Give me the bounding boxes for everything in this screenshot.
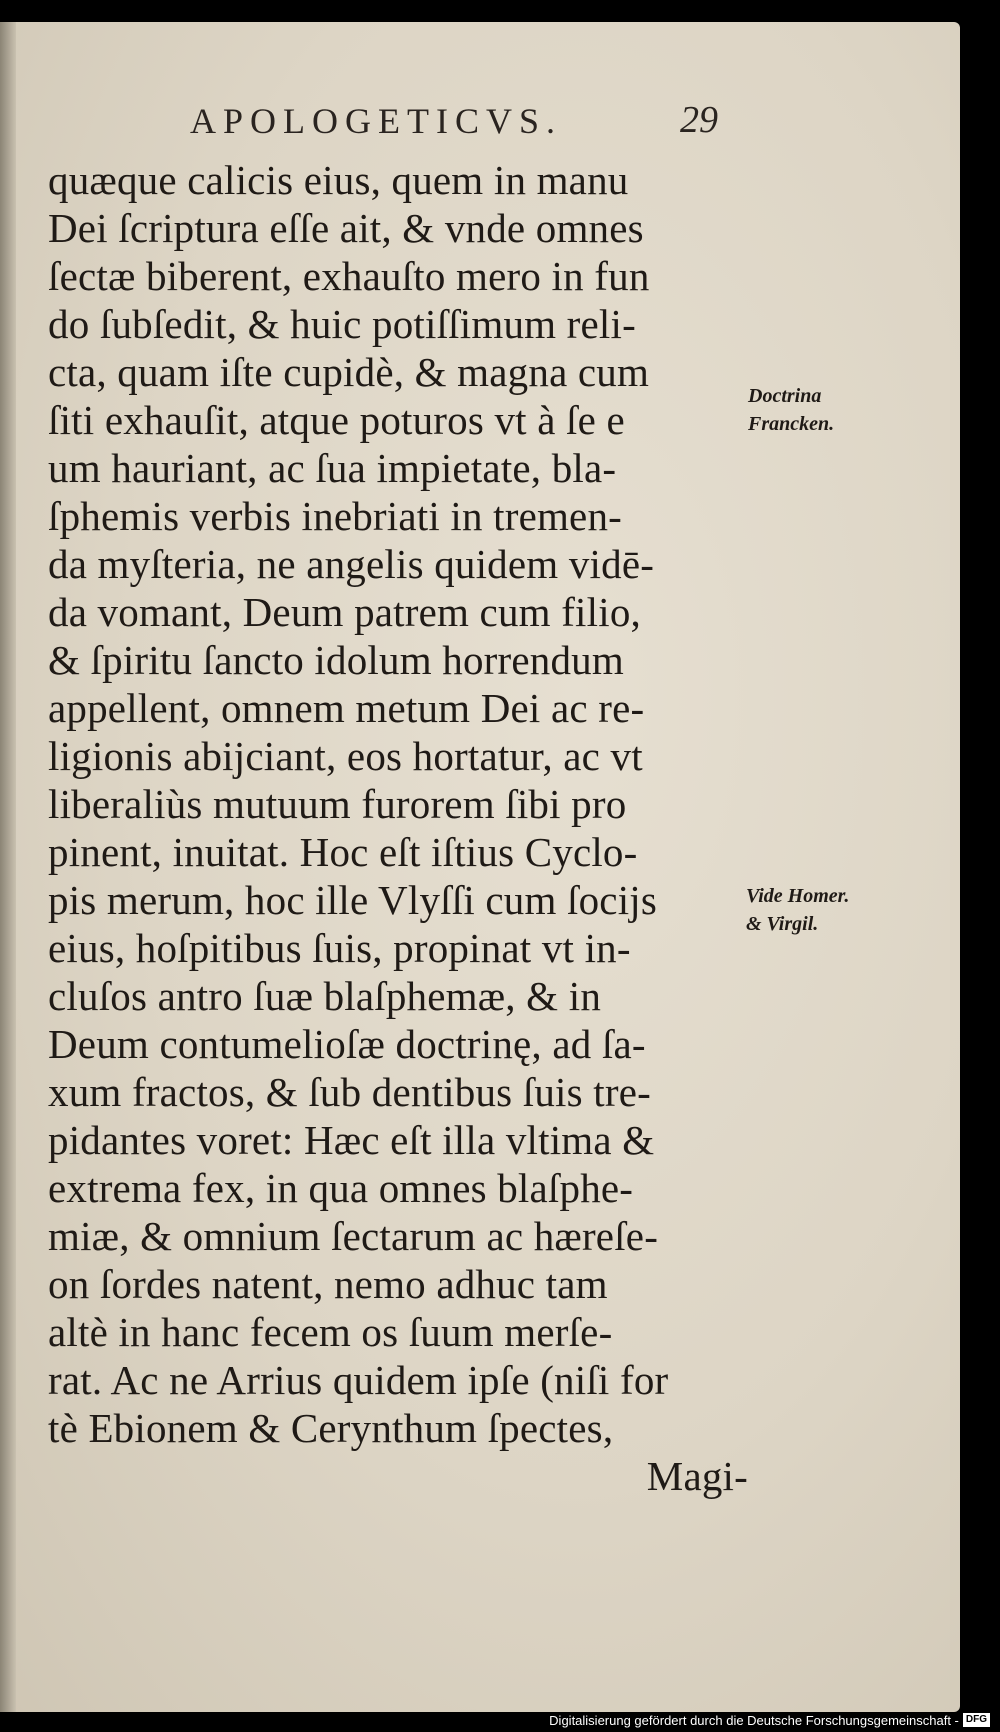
- dfg-logo: DFG: [963, 1713, 990, 1727]
- text-line: ſiti exhauſit, atque poturos vt à ſe e: [48, 397, 625, 443]
- text-line: tè Ebionem & Cerynthum ſpectes,: [48, 1405, 614, 1451]
- text-line: extrema fex, in qua omnes blaſphe-: [48, 1165, 634, 1211]
- marginal-note-line: Doctrina: [748, 385, 822, 407]
- text-line: Dei ſcriptura eſſe ait, & vnde omnes: [48, 205, 644, 251]
- text-line: ſectæ biberent, exhauſto mero in fun: [48, 253, 650, 299]
- catchword: Magi-: [646, 1453, 748, 1499]
- text-line: pis merum, hoc ille Vlyſſi cum ſocijs: [48, 877, 658, 923]
- text-line: cta, quam iſte cupidè, & magna cum: [48, 349, 650, 395]
- text-line: da myſteria, ne angelis quidem vidē-: [48, 541, 655, 587]
- running-title: APOLOGETICVS.: [190, 101, 563, 141]
- text-line: quæque calicis eius, quem in manu: [48, 157, 629, 203]
- marginal-note-doctrina: [748, 382, 834, 438]
- book-page: [0, 22, 960, 1712]
- text-line: um hauriant, ac ſua impietate, bla-: [48, 445, 617, 491]
- text-line: da vomant, Deum patrem cum filio,: [48, 589, 641, 635]
- marginal-note-line: & Virgil.: [746, 913, 819, 935]
- text-line: do ſubſedit, & huic potiſſimum reli-: [48, 301, 636, 347]
- page-number: 29: [680, 99, 718, 141]
- text-line: cluſos antro ſuæ blaſphemæ, & in: [48, 973, 602, 1019]
- text-line: ligionis abijciant, eos hortatur, ac vt: [48, 733, 643, 779]
- page-gutter-shadow: [0, 22, 16, 1712]
- digitization-footer: [549, 1712, 990, 1728]
- text-line: Deum contumelioſæ doctrinę, ad ſa-: [48, 1021, 646, 1067]
- text-line: eius, hoſpitibus ſuis, propinat vt in-: [48, 925, 631, 971]
- text-line: pidantes voret: Hæc eſt illa vltima &: [48, 1117, 655, 1163]
- text-line: liberaliùs mutuum furorem ſibi pro: [48, 781, 627, 827]
- marginal-note-homer: [746, 882, 849, 938]
- text-line: ſphemis verbis inebriati in tremen-: [48, 493, 623, 539]
- text-line: on ſordes natent, nemo adhuc tam: [48, 1261, 608, 1307]
- text-line: pinent, inuitat. Hoc eſt iſtius Cyclo-: [48, 829, 638, 875]
- funding-text: Digitalisierung gefördert durch die Deutsche Forschungsgemeinschaft -: [549, 1712, 959, 1728]
- body-text: [48, 156, 748, 1500]
- text-line: miæ, & omnium ſectarum ac hæreſe-: [48, 1213, 659, 1259]
- text-line: rat. Ac ne Arrius quidem ipſe (niſi for: [48, 1357, 669, 1403]
- text-line: altè in hanc fecem os ſuum merſe-: [48, 1309, 613, 1355]
- text-line: xum fractos, & ſub dentibus ſuis tre-: [48, 1069, 651, 1115]
- marginal-note-line: Vide Homer.: [746, 885, 850, 907]
- text-line: & ſpiritu ſancto idolum horrendum: [48, 637, 624, 683]
- marginal-note-line: Francken.: [748, 413, 835, 435]
- text-line: appellent, omnem metum Dei ac re-: [48, 685, 645, 731]
